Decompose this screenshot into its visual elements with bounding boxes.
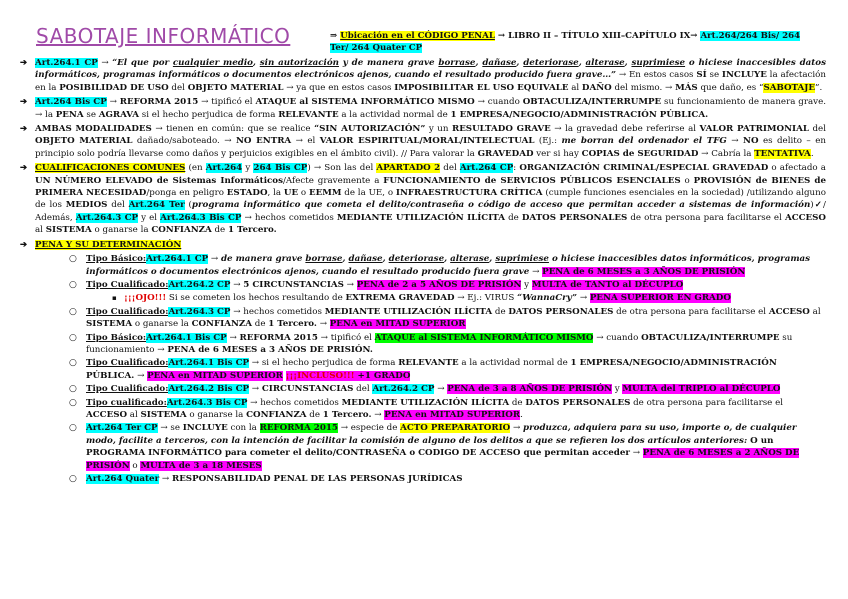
- checkmark-icon: ✓: [813, 200, 824, 211]
- paragraph-ambas-modalidades: ➔ AMBAS MODALIDADES → tienen en común: que se realice “SIN AUTORIZACIÓN” y un RESULTADO GRAVE → la gravedad debe referirse al VALOR PATRIMONIAL del OBJETO MATERIAL dañado/saboteado. → NO ENTRA → el VALOR ESPIRITUAL/MORAL/INTELECTUAL (Ej.: me borran del ordenador el TFG → NO es delito – en principio solo podría llevarse como daños y perjuicios exigibles en el ámbito civil). // Para valorar la GRAVEDAD ver si hay COPIAS de SEGURIDAD → Cabría la TENTATIVA.: [20, 124, 826, 159]
- paragraph-art-264-bis: ➔ Art.264 Bis CP → REFORMA 2015 → tipificó el ATAQUE al SISTEMA INFORMÁTICO MISMO → cuando OBTACULIZA/INTERRUMPE su funcionamiento de manera grave. → la PENA se AGRAVA si el hecho perjudica de forma RELEVANTE a la actividad normal de 1 EMPRESA/NEGOCIO/ADMINISTRACIÓN PÚBLICA.: [20, 97, 826, 120]
- paragraph-pena-heading: ➔ PENA Y SU DETERMINACIÓN: [20, 239, 182, 250]
- list-item-tipo-cualificado-264-3: ○ Tipo Cualificado:Art.264.3 CP → hechos cometidos MEDIANTE UTILIZACIÓN ILÍCITA de DATOS PERSONALES de otra persona para facilitarse el ACCESO al SISTEMA o ganarse la CONFIANZA de 1 Tercero. → PENA en MITAD SUPERIOR: [69, 306, 821, 330]
- list-item-tipo-cualificado-264-2: ○ Tipo Cualificado:Art.264.2 CP → 5 CIRCUNSTANCIAS → PENA de 2 a 5 AÑOS DE PRISIÓN y MULTA de TANTO al DÉCUPLO: [69, 279, 684, 290]
- arrow-bullet-icon: ➔: [20, 163, 28, 174]
- list-item-art-264-ter: ○ Art.264 Ter CP → se INCLUYE con la REFORMA 2015 → especie de ACTO PREPARATORIO → produzca, adquiera para su uso, importe o, de cualquier modo, facilite a terceros, con la intención de facilitar la comisión de alguno de los delitos a que se refieren los dos artículos anteriores: O un PROGRAMA INFORMÁTICO para cometer el delito/CONTRASEÑA o CODIGO DE ACCESO que permitan acceder → PENA de 6 MESES a 2 AÑOS DE PRISIÓN o MULTA de 3 a 18 MESES: [69, 423, 800, 471]
- location-label: Ubicación en el CÓDIGO PENAL: [340, 31, 495, 41]
- location-header: [330, 30, 810, 54]
- circle-bullet-icon: ○: [69, 384, 77, 395]
- articles-highlight: Art.264/264 Bis/ 264 Ter/ 264 Quater CP: [330, 31, 801, 53]
- list-item-tipo-basico-264-1: ○ Tipo Básico:Art.264.1 CP → de manera grave borrase, dañase, deteriorase, alterase, suprimiese o hiciese inaccesibles datos informáticos, programas informáticos o documentos electrónicos ajenos, cuando el resultado producido fuera grave → PENA de 6 MESES a 3 AÑOS DE PRISIÓN: [69, 254, 811, 277]
- circle-bullet-icon: ○: [69, 332, 77, 343]
- arrow-bullet-icon: ➔: [20, 58, 28, 68]
- list-item-tipo-cualificado-264-3-bis: ○ Tipo cualificado:Art.264.3 Bis CP → hechos cometidos MEDIANTE UTILIZACIÓN ILÍCITA de DATOS PERSONALES de otra persona para facilitarse el ACCESO al SISTEMA o ganarse la CONFIANZA de 1 Tercero. → PENA en MITAD SUPERIOR.: [69, 397, 783, 420]
- list-item-ojo-extrema-gravedad: ▪ ¡¡¡OJO!!! Si se cometen los hechos resultando de EXTREMA GRAVEDAD → Ej.: VIRUS “WannaCry” → PENA SUPERIOR EN GRADO: [112, 293, 731, 304]
- circle-bullet-icon: ○: [69, 254, 77, 265]
- list-item-tipo-cualificado-264-1-bis: ○ Tipo Cualificado:Art.264.1 Bis CP → si el hecho perjudica de forma RELEVANTE a la actividad normal de 1 EMPRESA/NEGOCIO/ADMINISTRACIÓN PÚBLICA. → PENA en MITAD SUPERIOR ¡¡¡INCLUSO!!! +1 GRADO: [69, 358, 777, 381]
- paragraph-art-264-1: ➔ Art.264.1 CP → “El que por cualquier medio, sin autorización y de manera grave borrase, dañase, deteriorase, alterase, suprimiese o hiciese inaccesibles datos informáticos, programas informáticos o documentos electrónicos ajenos, cuando el resultado producido fuera grave…” → En estos casos SÍ se INCLUYE la afectación en la POSIBILIDAD DE USO del OBJETO MATERIAL → ya que en estos casos IMPOSIBILITAR EL USO EQUIVALE al DAÑO del mismo. → MÁS que daño, es “SABOTAJE”.: [20, 58, 826, 93]
- implies-arrow: ⇒: [330, 31, 338, 41]
- arrow-bullet-icon: ➔: [20, 124, 28, 135]
- circle-bullet-icon: ○: [69, 306, 77, 317]
- arrow-bullet-icon: ➔: [20, 239, 28, 250]
- document-body: [18, 57, 826, 486]
- arrow-bullet-icon: ➔: [20, 97, 28, 108]
- paragraph-cualificaciones-comunes: ➔ CUALIFICACIONES COMUNES (en Art.264 y 264 Bis CP) → Son las del APARTADO 2 del Art.264 CP: ORGANIZACIÓN CRIMINAL/ESPECIAL GRAVEDAD o afectado a UN NÚMERO ELEVADO de Sistemas Informáticos/Afecte gravemente a FUNCIONAMIENTO de SERVICIOS PÚBLICOS ESENCIALES o PROVISIÓN de BIENES de PRIMERA NECESIDAD/ponga en peligro ESTADO, la UE o EEMM de la UE, o INFRAESTRUCTURA CRÍTICA (cumple funciones esenciales en la sociedad) /utilizando alguno de los MEDIOS del Art.264 Ter (programa informático que cometa el delito/contraseña o código de acceso que permitan acceder a sistemas de información)✓/ Además, Art.264.3 CP y el Art.264.3 Bis CP → hechos cometidos MEDIANTE UTILIZACIÓN ILÍCITA de DATOS PERSONALES de otra persona para facilitarse el ACCESO al SISTEMA o ganarse la CONFIANZA de 1 Tercero.: [20, 163, 826, 236]
- book-title-chapter: → LIBRO II – TÍTULO XIII–CAPÍTULO IX→: [497, 31, 698, 41]
- circle-bullet-icon: ○: [69, 423, 77, 434]
- circle-bullet-icon: ○: [69, 279, 77, 290]
- square-bullet-icon: ▪: [112, 294, 117, 303]
- list-item-tipo-basico-264-1-bis: ○ Tipo Básico:Art.264.1 Bis CP → REFORMA 2015 → tipificó el ATAQUE al SISTEMA INFORMÁTICO MISMO → cuando OBTACULIZA/INTERRUMPE su funcionamiento → PENA de 6 MESES a 3 AÑOS DE PRISIÓN.: [69, 332, 793, 355]
- circle-bullet-icon: ○: [69, 358, 77, 369]
- circle-bullet-icon: ○: [69, 397, 77, 408]
- list-item-art-264-quater: ○ Art.264 Quater → RESPONSABILIDAD PENAL DE LAS PERSONAS JURÍDICAS: [69, 474, 463, 484]
- circle-bullet-icon: ○: [69, 474, 77, 484]
- page-title: SABOTAJE INFORMÁTICO: [36, 24, 291, 48]
- list-item-tipo-cualificado-264-2-bis: ○ Tipo Cualificado:Art.264.2 Bis CP → CIRCUNSTANCIAS del Art.264.2 CP → PENA de 3 a 8 AÑOS DE PRISIÓN y MULTA del TRIPLO al DÉCUPLO: [69, 384, 781, 395]
